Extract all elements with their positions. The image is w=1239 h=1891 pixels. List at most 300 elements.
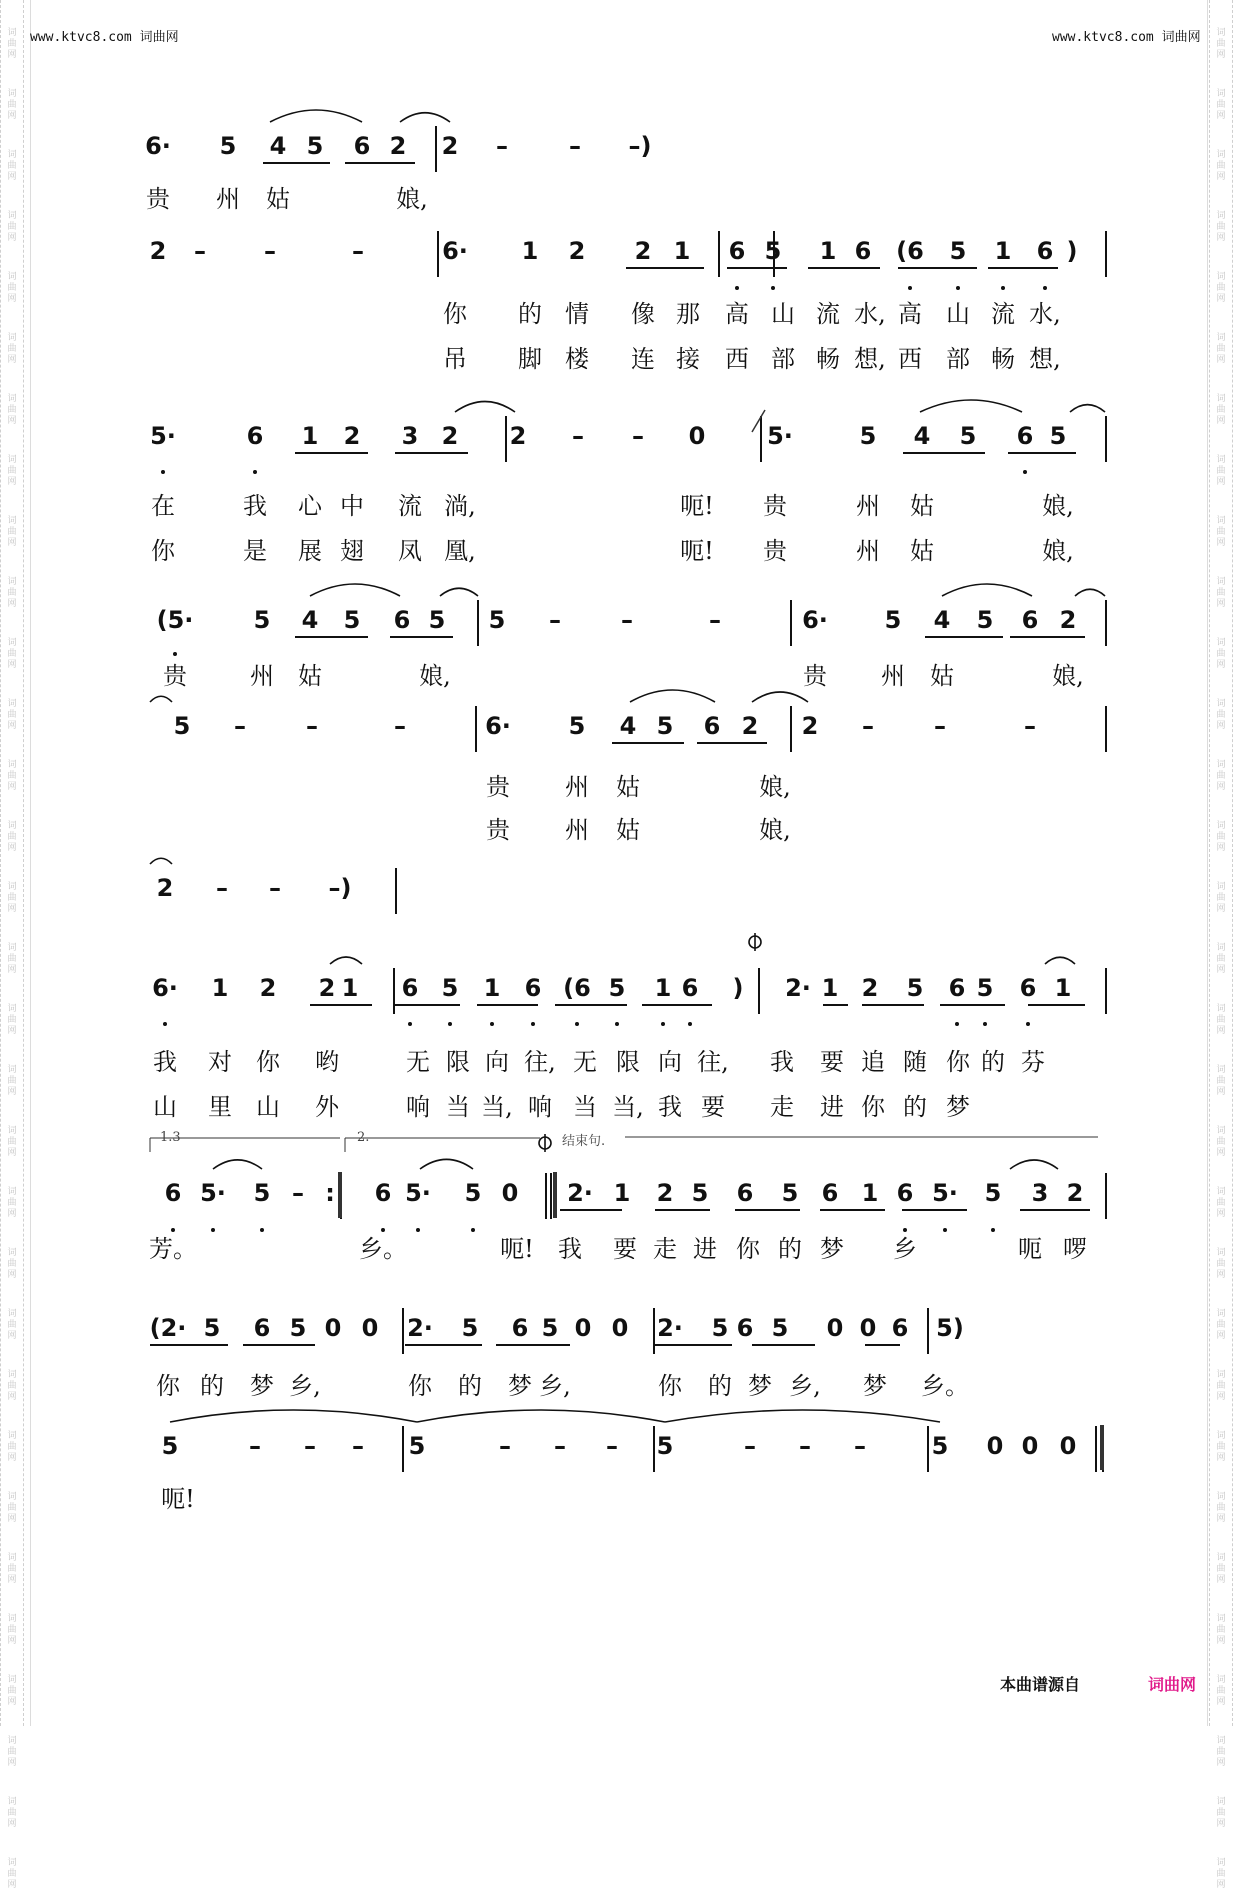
note: 0 xyxy=(859,1314,877,1342)
lyric-syllable: 乡, xyxy=(289,1372,321,1400)
lyric-syllable: 西 xyxy=(898,345,922,373)
watermark-glyph: 词 曲 网 xyxy=(7,1553,17,1585)
watermark-glyph: 词 曲 网 xyxy=(1216,150,1226,182)
watermark-glyph: 词 曲 网 xyxy=(1216,1248,1226,1280)
lyric-syllable: 进 xyxy=(820,1093,844,1121)
note: – xyxy=(709,606,721,634)
slur-arc xyxy=(310,584,400,596)
note: 5 xyxy=(408,1432,426,1460)
note: – xyxy=(499,1432,511,1460)
lyric-syllable: 姑 xyxy=(910,537,934,565)
note: 6 xyxy=(353,132,371,160)
note: 5 xyxy=(984,1179,1002,1207)
note: 6 xyxy=(374,1179,392,1207)
note: 1 xyxy=(301,422,319,450)
note: 2 xyxy=(568,237,586,265)
lyric-syllable: 你 xyxy=(443,300,467,328)
note: 6· xyxy=(145,132,171,160)
lyric-syllable: 姑 xyxy=(616,816,640,844)
lyric-syllable: 你 xyxy=(658,1372,682,1400)
lyric-syllable: 进 xyxy=(693,1235,717,1263)
watermark-glyph: 词 曲 网 xyxy=(7,28,17,60)
slur-arc xyxy=(455,402,515,413)
lyric-syllable: 向 xyxy=(485,1048,509,1076)
watermark-glyph: 词 曲 网 xyxy=(1216,1309,1226,1341)
note: 6 xyxy=(728,237,746,265)
note: – xyxy=(554,1432,566,1460)
lyric-syllable: 要 xyxy=(820,1048,844,1076)
note: 5 xyxy=(428,606,446,634)
watermark-glyph: 词 曲 网 xyxy=(7,394,17,426)
note: 5 xyxy=(781,1179,799,1207)
note: 1 xyxy=(994,237,1012,265)
lyric-syllable: 呃! xyxy=(161,1485,195,1513)
note: 6 xyxy=(1021,606,1039,634)
note: – xyxy=(269,874,281,902)
lyric-syllable: 想, xyxy=(854,345,886,373)
lyric-syllable: 要 xyxy=(701,1093,725,1121)
note: 1 xyxy=(654,974,672,1002)
note: : xyxy=(325,1179,335,1207)
lyric-syllable: 像 xyxy=(631,300,655,328)
lyric-syllable: 部 xyxy=(946,345,970,373)
watermark-glyph: 词 曲 网 xyxy=(7,1004,17,1036)
watermark-glyph: 词 曲 网 xyxy=(7,272,17,304)
lyric-syllable: 贵 xyxy=(803,662,827,690)
lyric-syllable: 流 xyxy=(991,300,1015,328)
note: 2· xyxy=(785,974,811,1002)
note: – xyxy=(216,874,228,902)
watermark-glyph: 词 曲 网 xyxy=(7,638,17,670)
note: 4 xyxy=(913,422,931,450)
lyric-syllable: 高 xyxy=(898,300,922,328)
lyric-syllable: 姑 xyxy=(298,662,322,690)
lyric-syllable: 娘, xyxy=(1052,662,1084,690)
lyric-syllable: 高 xyxy=(725,300,749,328)
note: 6· xyxy=(485,712,511,740)
note: 5 xyxy=(173,712,191,740)
lyric-syllable: 追 xyxy=(861,1048,885,1076)
lyric-syllable: 州 xyxy=(565,816,589,844)
note: 1 xyxy=(483,974,501,1002)
watermark-glyph: 词 曲 网 xyxy=(7,1675,17,1707)
watermark-glyph: 词 曲 网 xyxy=(7,1126,17,1158)
lyric-syllable: 流 xyxy=(398,492,422,520)
lyric-syllable: 响 xyxy=(528,1093,552,1121)
note: 6 xyxy=(896,1179,914,1207)
lyric-syllable: 乡, xyxy=(539,1372,571,1400)
lyric-syllable: 往, xyxy=(524,1048,556,1076)
watermark-glyph: 词 曲 网 xyxy=(1216,455,1226,487)
lyric-syllable: 娘, xyxy=(1042,492,1074,520)
lyric-syllable: 州 xyxy=(216,185,240,213)
slur-arc xyxy=(1045,957,1075,964)
note: 3 xyxy=(401,422,419,450)
note: 5) xyxy=(936,1314,964,1342)
lyric-syllable: 外 xyxy=(315,1093,339,1121)
note: – xyxy=(352,1432,364,1460)
note: – xyxy=(304,1432,316,1460)
watermark-glyph: 词 曲 网 xyxy=(7,882,17,914)
watermark-glyph: 词 曲 网 xyxy=(7,1065,17,1097)
lyric-syllable: 乡 xyxy=(893,1235,917,1263)
footer-logo[interactable]: 词曲网 xyxy=(1148,1675,1197,1694)
lyric-syllable: 想, xyxy=(1029,345,1061,373)
note: 0 xyxy=(1021,1432,1039,1460)
lyric-syllable: 啰 xyxy=(1063,1235,1087,1263)
watermark-glyph: 词 曲 网 xyxy=(7,1309,17,1341)
coda-label: 结束句. xyxy=(562,1134,606,1149)
lyric-syllable: 的 xyxy=(458,1372,482,1400)
note: – xyxy=(606,1432,618,1460)
note: 5 xyxy=(219,132,237,160)
lyric-syllable: 的 xyxy=(200,1372,224,1400)
lyric-syllable: 梦 xyxy=(508,1372,532,1400)
note: 0 xyxy=(361,1314,379,1342)
lyric-syllable: 梦 xyxy=(946,1093,970,1121)
note: – xyxy=(549,606,561,634)
lyric-syllable: 那 xyxy=(676,300,700,328)
lyric-syllable: 你 xyxy=(946,1048,970,1076)
lyric-syllable: 的 xyxy=(778,1235,802,1263)
lyric-syllable: 无 xyxy=(573,1048,597,1076)
note: 3 xyxy=(1031,1179,1049,1207)
note: – xyxy=(572,422,584,450)
lyric-syllable: 走 xyxy=(770,1093,794,1121)
watermark-glyph: 词 曲 网 xyxy=(1216,577,1226,609)
footer-source-label: 本曲谱源自 xyxy=(1000,1675,1081,1694)
lyric-syllable: 乡, xyxy=(789,1372,821,1400)
note: 2 xyxy=(801,712,819,740)
note: 0 xyxy=(501,1179,519,1207)
watermark-glyph: 词 曲 网 xyxy=(7,1187,17,1219)
note: 2· xyxy=(407,1314,433,1342)
lyric-syllable: 姑 xyxy=(266,185,290,213)
watermark-glyph: 词 曲 网 xyxy=(7,1797,17,1829)
lyric-syllable: 我 xyxy=(243,492,267,520)
lyric-syllable: 脚 xyxy=(518,345,542,373)
lyric-syllable: 贵 xyxy=(763,492,787,520)
slur-arc xyxy=(630,690,715,702)
volta-1: 1.3 xyxy=(160,1130,181,1145)
note: – xyxy=(249,1432,261,1460)
lyric-syllable: 当, xyxy=(481,1093,513,1121)
note: (6 xyxy=(563,974,591,1002)
note: 2· xyxy=(657,1314,683,1342)
note: 5 xyxy=(906,974,924,1002)
lyric-syllable: 州 xyxy=(565,773,589,801)
lyric-syllable: 贵 xyxy=(486,816,510,844)
note: 0 xyxy=(324,1314,342,1342)
note: 1 xyxy=(673,237,691,265)
lyric-syllable: 呃! xyxy=(500,1235,534,1263)
note: 5 xyxy=(884,606,902,634)
watermark-glyph: 词 曲 网 xyxy=(1216,28,1226,60)
note: 6· xyxy=(442,237,468,265)
breath-mark xyxy=(752,410,765,432)
note: 0 xyxy=(574,1314,592,1342)
watermark-glyph: 词 曲 网 xyxy=(7,1492,17,1524)
lyric-syllable: 呃 xyxy=(1018,1235,1042,1263)
note: – xyxy=(292,1179,304,1207)
note: 6 xyxy=(736,1314,754,1342)
note: – xyxy=(352,237,364,265)
note: 6 xyxy=(891,1314,909,1342)
lyric-syllable: 无 xyxy=(406,1048,430,1076)
watermark-glyph: 词 曲 网 xyxy=(7,89,17,121)
note: – xyxy=(234,712,246,740)
lyric-syllable: 娘, xyxy=(759,773,791,801)
lyric-syllable: 我 xyxy=(658,1093,682,1121)
note: 5 xyxy=(461,1314,479,1342)
note: 5 xyxy=(656,1432,674,1460)
lyric-syllable: 州 xyxy=(881,662,905,690)
lyric-syllable: 贵 xyxy=(763,537,787,565)
lyric-syllable: 当 xyxy=(573,1093,597,1121)
watermark-glyph: 词 曲 网 xyxy=(1216,1492,1226,1524)
lyric-syllable: 部 xyxy=(771,345,795,373)
lyric-syllable: 娘, xyxy=(419,662,451,690)
watermark-glyph: 词 曲 网 xyxy=(1216,821,1226,853)
note: 4 xyxy=(301,606,319,634)
lyric-syllable: 的 xyxy=(518,300,542,328)
slur-arc xyxy=(440,588,478,596)
watermark-glyph: 词 曲 网 xyxy=(1216,272,1226,304)
lyric-syllable: 贵 xyxy=(486,773,510,801)
slur-arc xyxy=(150,858,172,864)
slur-arc xyxy=(213,1160,262,1169)
lyric-syllable: 响 xyxy=(406,1093,430,1121)
lyric-syllable: 我 xyxy=(558,1235,582,1263)
slur-arc xyxy=(752,692,808,702)
lyric-syllable: 梦 xyxy=(250,1372,274,1400)
note: – xyxy=(632,422,644,450)
lyric-syllable: 的 xyxy=(981,1048,1005,1076)
watermark-glyph: 词 曲 网 xyxy=(1216,1126,1226,1158)
watermark-glyph: 词 曲 网 xyxy=(1216,333,1226,365)
note: 5 xyxy=(306,132,324,160)
note: – xyxy=(264,237,276,265)
note: 2 xyxy=(441,422,459,450)
lyric-syllable: 山 xyxy=(256,1093,280,1121)
lyric-syllable: 展 xyxy=(298,537,322,565)
note: – xyxy=(306,712,318,740)
note: 1 xyxy=(521,237,539,265)
note: (2· xyxy=(149,1314,187,1342)
note: – xyxy=(854,1432,866,1460)
lyric-syllable: 凤 xyxy=(398,537,422,565)
note: 5 xyxy=(488,606,506,634)
lyric-syllable: 淌, xyxy=(444,492,476,520)
lyric-syllable: 的 xyxy=(708,1372,732,1400)
note: 5 xyxy=(949,237,967,265)
lyric-syllable: 你 xyxy=(256,1048,280,1076)
lyric-syllable: 连 xyxy=(631,345,655,373)
lyric-syllable: 梦 xyxy=(748,1372,772,1400)
lyric-syllable: 往, xyxy=(697,1048,729,1076)
watermark-glyph: 词 曲 网 xyxy=(1216,943,1226,975)
note: 2 xyxy=(861,974,879,1002)
note: – xyxy=(744,1432,756,1460)
note: 5· xyxy=(405,1179,431,1207)
note: 6 xyxy=(401,974,419,1002)
lyric-syllable: 吊 xyxy=(443,345,467,373)
note: – xyxy=(862,712,874,740)
lyric-syllable: 乡。 xyxy=(359,1235,407,1263)
lyric-syllable: 我 xyxy=(153,1048,177,1076)
watermark-glyph: 词 曲 网 xyxy=(1216,1675,1226,1707)
watermark-glyph: 词 曲 网 xyxy=(1216,1614,1226,1646)
lyric-syllable: 你 xyxy=(736,1235,760,1263)
note: 5 xyxy=(541,1314,559,1342)
watermark-glyph: 词 曲 网 xyxy=(1216,89,1226,121)
watermark-glyph: 词 曲 网 xyxy=(7,1614,17,1646)
lyric-syllable: 州 xyxy=(250,662,274,690)
watermark-glyph: 词 曲 网 xyxy=(1216,760,1226,792)
note: 6 xyxy=(1036,237,1054,265)
note: 6 xyxy=(1016,422,1034,450)
note: 1 xyxy=(819,237,837,265)
watermark-glyph: 词 曲 网 xyxy=(1216,1004,1226,1036)
note: 4 xyxy=(269,132,287,160)
note: 5 xyxy=(203,1314,221,1342)
note: 0 xyxy=(688,422,706,450)
note: 2 xyxy=(149,237,167,265)
note: 4 xyxy=(933,606,951,634)
note: 5 xyxy=(253,606,271,634)
note: 5 xyxy=(976,606,994,634)
lyric-syllable: 你 xyxy=(408,1372,432,1400)
volta-2: 2. xyxy=(357,1130,370,1145)
watermark-glyph: 词 曲 网 xyxy=(1216,882,1226,914)
lyric-syllable: 呃! xyxy=(680,537,714,565)
note: 1 xyxy=(1054,974,1072,1002)
note: – xyxy=(1024,712,1036,740)
note: 6· xyxy=(152,974,178,1002)
lyric-syllable: 当 xyxy=(446,1093,470,1121)
lyric-syllable: 芬 xyxy=(1021,1048,1045,1076)
watermark-glyph: 词 曲 网 xyxy=(1216,1858,1226,1890)
slur-arc xyxy=(942,584,1032,596)
watermark-glyph: 词 曲 网 xyxy=(1216,1065,1226,1097)
note: 5· xyxy=(200,1179,226,1207)
slur-arc xyxy=(417,1410,665,1422)
watermark-glyph: 词 曲 网 xyxy=(1216,1553,1226,1585)
slur-arc xyxy=(1075,589,1105,596)
note: 0 xyxy=(1059,1432,1077,1460)
note: 1 xyxy=(861,1179,879,1207)
lyric-syllable: 翅 xyxy=(340,537,364,565)
lyric-syllable: 限 xyxy=(446,1048,470,1076)
note: 5· xyxy=(150,422,176,450)
watermark-glyph: 词 曲 网 xyxy=(7,821,17,853)
note: 2 xyxy=(1059,606,1077,634)
note: 1 xyxy=(613,1179,631,1207)
note: 5 xyxy=(568,712,586,740)
note: 2 xyxy=(259,974,277,1002)
watermark-glyph: 词 曲 网 xyxy=(7,455,17,487)
slur-arc xyxy=(1070,405,1105,412)
lyric-syllable: 接 xyxy=(676,345,700,373)
header-site-right[interactable]: www.ktvc8.com 词曲网 xyxy=(1052,30,1201,45)
watermark-glyph: 词 曲 网 xyxy=(1216,1797,1226,1829)
note: 5 xyxy=(691,1179,709,1207)
note: 6 xyxy=(736,1179,754,1207)
lyric-syllable: 走 xyxy=(653,1235,677,1263)
watermark-glyph: 词 曲 网 xyxy=(1216,1370,1226,1402)
note: 6· xyxy=(802,606,828,634)
note: 2 xyxy=(343,422,361,450)
watermark-glyph: 词 曲 网 xyxy=(7,1858,17,1890)
lyric-syllable: 呃! xyxy=(680,492,714,520)
note: 5 xyxy=(343,606,361,634)
watermark-glyph: 词 曲 网 xyxy=(7,943,17,975)
lyric-syllable: 里 xyxy=(208,1093,232,1121)
lyric-syllable: 姑 xyxy=(930,662,954,690)
note: – xyxy=(934,712,946,740)
lyric-syllable: 畅 xyxy=(816,345,840,373)
header-site-left[interactable]: www.ktvc8.com 词曲网 xyxy=(30,30,179,45)
lyric-syllable: 梦 xyxy=(863,1372,887,1400)
lyric-syllable: 娘, xyxy=(396,185,428,213)
note: – xyxy=(621,606,633,634)
note: 6 xyxy=(511,1314,529,1342)
lyric-syllable: 西 xyxy=(725,345,749,373)
watermark-glyph: 词 曲 网 xyxy=(1216,516,1226,548)
note: 5 xyxy=(464,1179,482,1207)
note: 6 xyxy=(164,1179,182,1207)
note: 2 xyxy=(656,1179,674,1207)
note: 2 xyxy=(441,132,459,160)
watermark-glyph: 词 曲 网 xyxy=(7,150,17,182)
lyric-syllable: 当, xyxy=(612,1093,644,1121)
note: 6 xyxy=(854,237,872,265)
watermark-glyph: 词 曲 网 xyxy=(1216,211,1226,243)
note: 2 xyxy=(509,422,527,450)
lyric-syllable: 贵 xyxy=(146,185,170,213)
lyric-syllable: 哟 xyxy=(315,1048,339,1076)
slur-arc xyxy=(1010,1160,1058,1169)
note: 2· xyxy=(567,1179,593,1207)
note: ) xyxy=(1066,237,1078,265)
note: 6 xyxy=(393,606,411,634)
note: –) xyxy=(628,132,652,160)
note: 6 xyxy=(821,1179,839,1207)
note: 2 xyxy=(318,974,336,1002)
lyric-syllable: 你 xyxy=(861,1093,885,1121)
lyric-syllable: 山 xyxy=(946,300,970,328)
note: 2 xyxy=(741,712,759,740)
lyric-syllable: 心 xyxy=(298,492,322,520)
note: 6 xyxy=(253,1314,271,1342)
lyric-syllable: 情 xyxy=(565,300,589,328)
lyric-syllable: 水, xyxy=(1029,300,1061,328)
note: 5 xyxy=(253,1179,271,1207)
note: 0 xyxy=(611,1314,629,1342)
watermark-glyph: 词 曲 网 xyxy=(1216,1736,1226,1768)
note: 5 xyxy=(976,974,994,1002)
lyric-syllable: 限 xyxy=(616,1048,640,1076)
note: – xyxy=(569,132,581,160)
note: 5 xyxy=(771,1314,789,1342)
note: 1 xyxy=(821,974,839,1002)
lyric-syllable: 山 xyxy=(153,1093,177,1121)
note: 5 xyxy=(1049,422,1067,450)
lyric-syllable: 你 xyxy=(156,1372,180,1400)
watermark-glyph: 词 曲 网 xyxy=(7,211,17,243)
note: 0 xyxy=(986,1432,1004,1460)
note: 5 xyxy=(931,1432,949,1460)
